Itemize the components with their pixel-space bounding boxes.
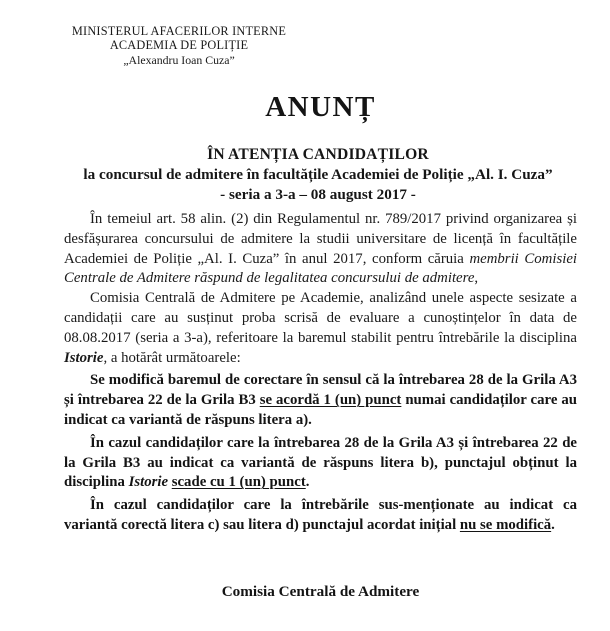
paragraph-rule-answer-b-text: În cazul candidaților care la întrebarea 28 de la Grila A3 și întrebarea 22 de la Grila B3 au indicat ca variantă de răspuns litera b), punctajul obținut la disciplina	[64, 434, 577, 491]
document-body	[64, 210, 577, 536]
paragraph-legal-basis-italic: membrii Comisiei Centrale de Admitere răspund de legalitatea concursului de admitere	[64, 250, 577, 287]
attention-heading-line2: la concursul de admitere în facultățile Academiei de Poliție „Al. I. Cuza”	[83, 166, 553, 183]
paragraph-rule-answer-a-tail: numai candidaților care au indicat ca variantă de răspuns litera a).	[64, 392, 577, 428]
letterhead	[62, 24, 296, 67]
paragraph-legal-basis	[64, 210, 577, 289]
paragraph-rule-answer-a-text: Se modifică baremul de corectare în sensul că la întrebarea 28 de la Grila A3 și întrebarea 22 de la Grila B3	[64, 372, 577, 409]
paragraph-commission-decision	[64, 289, 577, 368]
paragraph-commission-decision-subject: Istorie	[64, 349, 104, 366]
paragraph-legal-basis-text: În temeiul art. 58 alin. (2) din Regulamentul nr. 789/2017 privind organizarea și desfășurarea concursului de admitere la studii universitare de licență în facultățile Academiei de Poliție „Al. I. Cuza” în anul 2017, conform căruia	[64, 211, 577, 267]
paragraph-rule-answer-cd	[64, 496, 577, 536]
ministry-name: MINISTERUL AFACERILOR INTERNE	[71, 24, 287, 38]
paragraph-rule-answer-b-tail: .	[305, 474, 310, 491]
paragraph-rule-answer-cd-tail: .	[551, 516, 555, 533]
paragraph-legal-basis-tail: ,	[474, 270, 479, 287]
academy-name: ACADEMIA DE POLIȚIE	[109, 38, 249, 52]
document-title: ANUNȚ	[265, 91, 376, 123]
attention-heading	[48, 144, 588, 204]
paragraph-rule-answer-b	[64, 434, 577, 493]
paragraph-rule-answer-a-underlined: se acordă 1 (un) punct	[259, 392, 402, 409]
paragraph-rule-answer-cd-underlined: nu se modifică	[459, 516, 552, 533]
paragraph-rule-answer-cd-text: În cazul candidaților care la întrebările sus-menționate au indicat ca variantă corectă litera c) sau litera d) punctajul acordat inițial	[64, 497, 577, 533]
paragraph-commission-decision-tail: , a hotărât următoarele:	[103, 349, 241, 366]
attention-heading-line3: - seria a 3-a – 08 august 2017 -	[220, 186, 416, 203]
signature-commission: Comisia Centrală de Admitere	[221, 583, 420, 600]
attention-heading-line1: ÎN ATENȚIA CANDIDAȚILOR	[207, 146, 429, 163]
paragraph-rule-answer-a	[64, 371, 577, 430]
academy-patron-name: „Alexandru Ioan Cuza”	[123, 52, 235, 67]
paragraph-commission-decision-text: Comisia Centrală de Admitere pe Academie, analizând unele aspecte sesizate a candidații care au susținut proba scrisă de evaluare a cunoștințelor în data de 08.08.2017 (seria a 3-a), referitoare la baremul stabilit pentru întrebările la disciplina	[64, 290, 577, 346]
paragraph-rule-answer-b-underlined: scade cu 1 (un) punct	[171, 474, 306, 491]
paragraph-rule-answer-b-subject: Istorie	[128, 474, 169, 491]
